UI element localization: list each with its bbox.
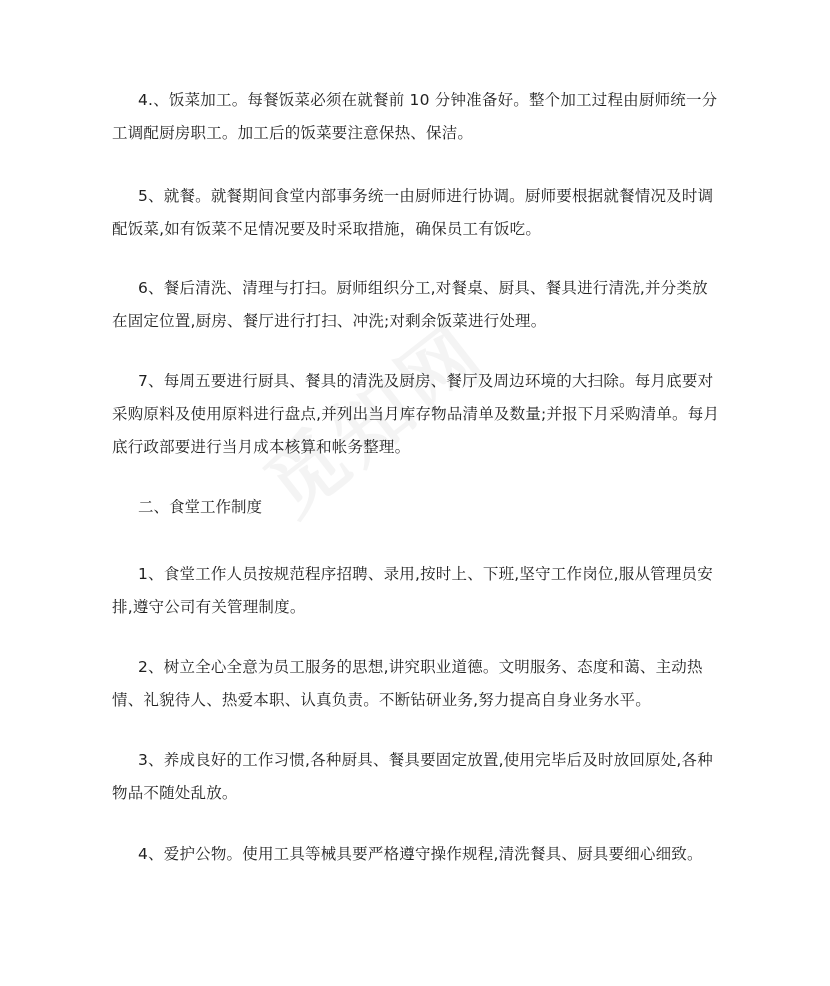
paragraph-food-processing: 4.、饭菜加工。每餐饭菜必须在就餐前 10 分钟准备好。整个加工过程由厨师统一分工调配厨房职工。加工后的饭菜要注意保热、保洁。 xyxy=(112,91,718,142)
rule-item-2: 2、树立全心全意为员工服务的思想,讲究职业道德。文明服务、态度和蔼、主动热情、礼貌待人、热爱本职、认真负责。不断钻研业务,努力提高自身业务水平。 xyxy=(112,658,703,709)
section-heading: 二、食堂工作制度 xyxy=(138,498,263,516)
paragraph-weekly-cleaning: 7、每周五要进行厨具、餐具的清洗及厨房、餐厅及周边环境的大扫除。每月底要对采购原料及使用原料进行盘点,并列出当月库存物品清单及数量;并报下月采购清单。每月底行政部要进行当月成本核算和帐务整理。 xyxy=(112,372,720,456)
paragraph-dining: 5、就餐。就餐期间食堂内部事务统一由厨师进行协调。厨师要根据就餐情况及时调配饭菜,如有饭菜不足情况要及时采取措施，确保员工有饭吃。 xyxy=(112,187,714,238)
rule-item-4: 4、爱护公物。使用工具等械具要严格遵守操作规程,清洗餐具、厨具要细心细致。 xyxy=(138,845,703,863)
paragraph-cleaning: 6、餐后清洗、清理与打扫。厨师组织分工,对餐桌、厨具、餐具进行清洗,并分类放在固定位置,厨房、餐厅进行打扫、冲洗;对剩余饭菜进行处理。 xyxy=(112,279,708,330)
rule-item-3: 3、养成良好的工作习惯,各种厨具、餐具要固定放置,使用完毕后及时放回原处,各种物品不随处乱放。 xyxy=(112,751,713,802)
rule-item-1: 1、食堂工作人员按规范程序招聘、录用,按时上、下班,坚守工作岗位,服从管理员安排,遵守公司有关管理制度。 xyxy=(112,565,713,616)
